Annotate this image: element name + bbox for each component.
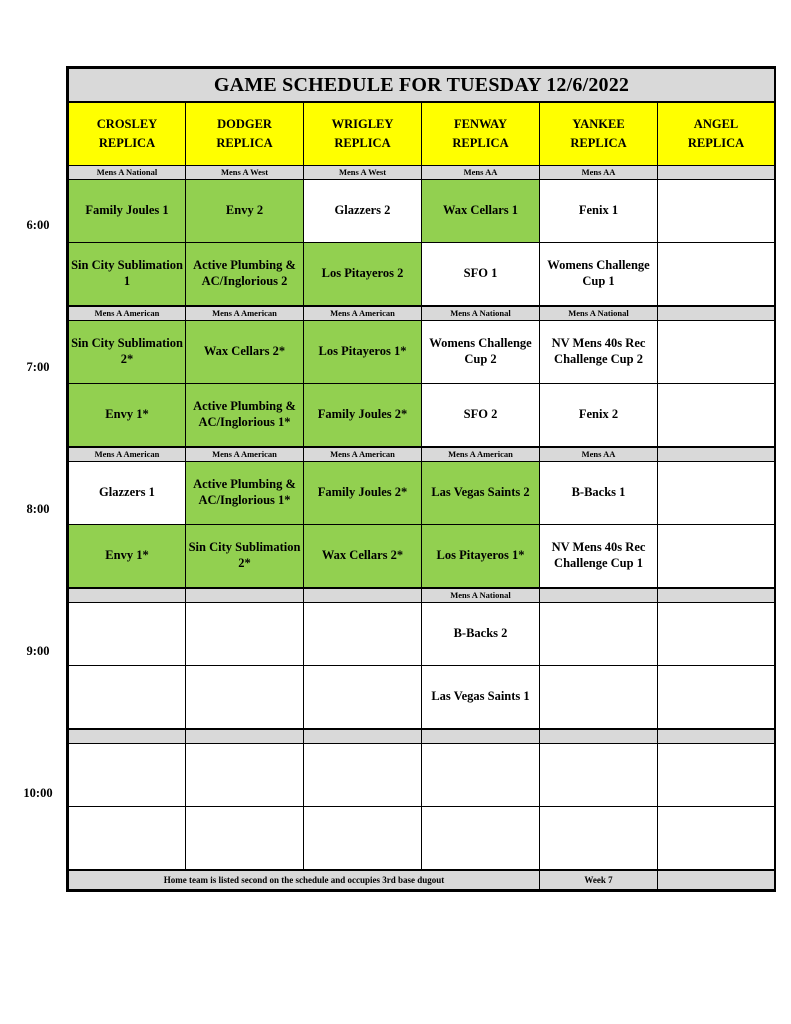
- game-cell[interactable]: B-Backs 1: [540, 462, 658, 525]
- time-label-900: [10, 644, 66, 659]
- game-cell[interactable]: [69, 807, 186, 871]
- game-cell[interactable]: [540, 744, 658, 807]
- division-label: [658, 306, 775, 321]
- game-cell[interactable]: Sin City Sublimation 2*: [69, 321, 186, 384]
- game-cell[interactable]: Family Joules 2*: [304, 384, 422, 448]
- footer-spacer: [658, 870, 775, 890]
- division-row-600: [69, 166, 775, 180]
- game-cell[interactable]: [540, 807, 658, 871]
- field-name-line1: ANGEL: [693, 116, 739, 131]
- game-cell[interactable]: [658, 744, 775, 807]
- game-cell[interactable]: Sin City Sublimation 2*: [186, 525, 304, 589]
- division-label: [658, 588, 775, 603]
- game-cell[interactable]: Wax Cellars 1: [422, 180, 540, 243]
- week-label: Week 7: [540, 870, 658, 890]
- game-cell[interactable]: Envy 1*: [69, 384, 186, 448]
- field-name-line2: REPLICA: [216, 136, 273, 150]
- time-text: 9:00: [26, 644, 50, 658]
- field-name-line1: DODGER: [217, 116, 272, 131]
- game-cell[interactable]: [186, 807, 304, 871]
- game-cell[interactable]: [658, 384, 775, 448]
- game-cell[interactable]: Los Pitayeros 1*: [422, 525, 540, 589]
- division-label: [69, 729, 186, 744]
- game-cell[interactable]: Family Joules 1: [69, 180, 186, 243]
- field-header-crosley: [69, 102, 186, 166]
- field-name-line2: REPLICA: [334, 136, 391, 150]
- game-cell[interactable]: [422, 744, 540, 807]
- game-cell[interactable]: [658, 321, 775, 384]
- game-row-900-bottom: [69, 666, 775, 730]
- game-cell[interactable]: [69, 603, 186, 666]
- game-cell[interactable]: SFO 1: [422, 243, 540, 307]
- time-text: 8:00: [26, 502, 50, 516]
- game-cell[interactable]: SFO 2: [422, 384, 540, 448]
- game-cell[interactable]: B-Backs 2: [422, 603, 540, 666]
- division-label: Mens A American: [304, 447, 422, 462]
- time-label-700: [10, 360, 66, 375]
- game-cell[interactable]: Fenix 1: [540, 180, 658, 243]
- division-label: [658, 729, 775, 744]
- game-cell[interactable]: Fenix 2: [540, 384, 658, 448]
- schedule-table: [68, 68, 775, 890]
- game-cell[interactable]: Las Vegas Saints 1: [422, 666, 540, 730]
- field-name-line1: FENWAY: [453, 116, 508, 131]
- game-row-600-top: [69, 180, 775, 243]
- game-cell[interactable]: Wax Cellars 2*: [186, 321, 304, 384]
- division-row-800: [69, 447, 775, 462]
- field-header-row: [69, 102, 775, 166]
- game-cell[interactable]: [658, 243, 775, 307]
- field-header-yankee: [540, 102, 658, 166]
- division-label: Mens A American: [304, 306, 422, 321]
- time-text: 10:00: [23, 786, 53, 800]
- game-cell[interactable]: Active Plumbing & AC/Inglorious 2: [186, 243, 304, 307]
- time-text: 7:00: [26, 360, 50, 374]
- game-cell[interactable]: [186, 744, 304, 807]
- field-header-dodger: [186, 102, 304, 166]
- field-name-line2: REPLICA: [98, 136, 156, 150]
- game-cell[interactable]: [304, 744, 422, 807]
- division-row-700: [69, 306, 775, 321]
- game-cell[interactable]: Los Pitayeros 1*: [304, 321, 422, 384]
- game-cell[interactable]: Glazzers 2: [304, 180, 422, 243]
- game-cell[interactable]: [186, 603, 304, 666]
- division-label: [540, 729, 658, 744]
- division-label: Mens A American: [422, 447, 540, 462]
- division-label: [186, 588, 304, 603]
- title-row: [69, 69, 775, 103]
- game-cell[interactable]: [658, 807, 775, 871]
- division-label: Mens A National: [422, 588, 540, 603]
- division-row-900: [69, 588, 775, 603]
- game-row-1000-top: [69, 744, 775, 807]
- game-cell[interactable]: [69, 666, 186, 730]
- division-label: [422, 729, 540, 744]
- game-cell[interactable]: [304, 603, 422, 666]
- division-label: [658, 166, 775, 180]
- page-title: GAME SCHEDULE FOR TUESDAY 12/6/2022: [69, 69, 775, 103]
- division-label: Mens A American: [69, 447, 186, 462]
- division-label: Mens A American: [186, 306, 304, 321]
- division-label: Mens A National: [540, 306, 658, 321]
- game-cell[interactable]: Envy 2: [186, 180, 304, 243]
- game-cell[interactable]: Los Pitayeros 2: [304, 243, 422, 307]
- division-label: [304, 729, 422, 744]
- game-cell[interactable]: [304, 807, 422, 871]
- game-row-800-top: [69, 462, 775, 525]
- game-cell[interactable]: NV Mens 40s Rec Challenge Cup 1: [540, 525, 658, 589]
- game-cell[interactable]: [658, 462, 775, 525]
- division-label: [304, 588, 422, 603]
- time-label-1000: [10, 786, 66, 801]
- footer-row: [69, 870, 775, 890]
- game-cell[interactable]: Las Vegas Saints 2: [422, 462, 540, 525]
- schedule-sheet: [66, 66, 776, 892]
- game-cell[interactable]: [658, 666, 775, 730]
- game-cell[interactable]: [186, 666, 304, 730]
- game-cell[interactable]: [540, 603, 658, 666]
- division-label: Mens A National: [69, 166, 186, 180]
- field-header-wrigley: [304, 102, 422, 166]
- game-cell[interactable]: Envy 1*: [69, 525, 186, 589]
- division-label: [540, 588, 658, 603]
- game-cell[interactable]: Active Plumbing & AC/Inglorious 1*: [186, 462, 304, 525]
- schedule-body: [69, 69, 775, 890]
- field-name-line2: REPLICA: [570, 136, 627, 150]
- field-name-line2: REPLICA: [452, 136, 509, 150]
- game-cell[interactable]: Active Plumbing & AC/Inglorious 1*: [186, 384, 304, 448]
- division-label: Mens A American: [69, 306, 186, 321]
- division-label: Mens AA: [540, 447, 658, 462]
- field-name-line1: YANKEE: [572, 116, 625, 131]
- division-row-1000: [69, 729, 775, 744]
- division-label: Mens AA: [422, 166, 540, 180]
- game-cell[interactable]: [658, 525, 775, 589]
- game-row-600-bottom: [69, 243, 775, 307]
- game-cell[interactable]: Sin City Sublimation 1: [69, 243, 186, 307]
- footer-note: Home team is listed second on the schedule and occupies 3rd base dugout: [69, 870, 540, 890]
- division-label: Mens A National: [422, 306, 540, 321]
- game-cell[interactable]: [422, 807, 540, 871]
- field-name-line2: REPLICA: [687, 136, 745, 150]
- division-label: [69, 588, 186, 603]
- division-label: [658, 447, 775, 462]
- game-cell[interactable]: [540, 666, 658, 730]
- game-cell[interactable]: [69, 744, 186, 807]
- field-name-line1: CROSLEY: [96, 116, 158, 131]
- division-label: [186, 729, 304, 744]
- game-row-700-bottom: [69, 384, 775, 448]
- game-row-900-top: [69, 603, 775, 666]
- division-label: Mens A American: [186, 447, 304, 462]
- field-header-fenway: [422, 102, 540, 166]
- game-cell[interactable]: Family Joules 2*: [304, 462, 422, 525]
- division-label: Mens AA: [540, 166, 658, 180]
- field-header-angel: [658, 102, 775, 166]
- game-cell[interactable]: Womens Challenge Cup 1: [540, 243, 658, 307]
- game-cell[interactable]: NV Mens 40s Rec Challenge Cup 2: [540, 321, 658, 384]
- time-label-800: [10, 502, 66, 517]
- game-row-700-top: [69, 321, 775, 384]
- time-text: 6:00: [26, 218, 50, 232]
- game-row-800-bottom: [69, 525, 775, 589]
- division-label: Mens A West: [304, 166, 422, 180]
- time-label-600: [10, 218, 66, 233]
- game-cell[interactable]: [658, 180, 775, 243]
- game-row-1000-bottom: [69, 807, 775, 871]
- game-cell[interactable]: Wax Cellars 2*: [304, 525, 422, 589]
- field-name-line1: WRIGLEY: [331, 116, 394, 131]
- game-cell[interactable]: [304, 666, 422, 730]
- game-cell[interactable]: [658, 603, 775, 666]
- division-label: Mens A West: [186, 166, 304, 180]
- game-cell[interactable]: Glazzers 1: [69, 462, 186, 525]
- game-cell[interactable]: Womens Challenge Cup 2: [422, 321, 540, 384]
